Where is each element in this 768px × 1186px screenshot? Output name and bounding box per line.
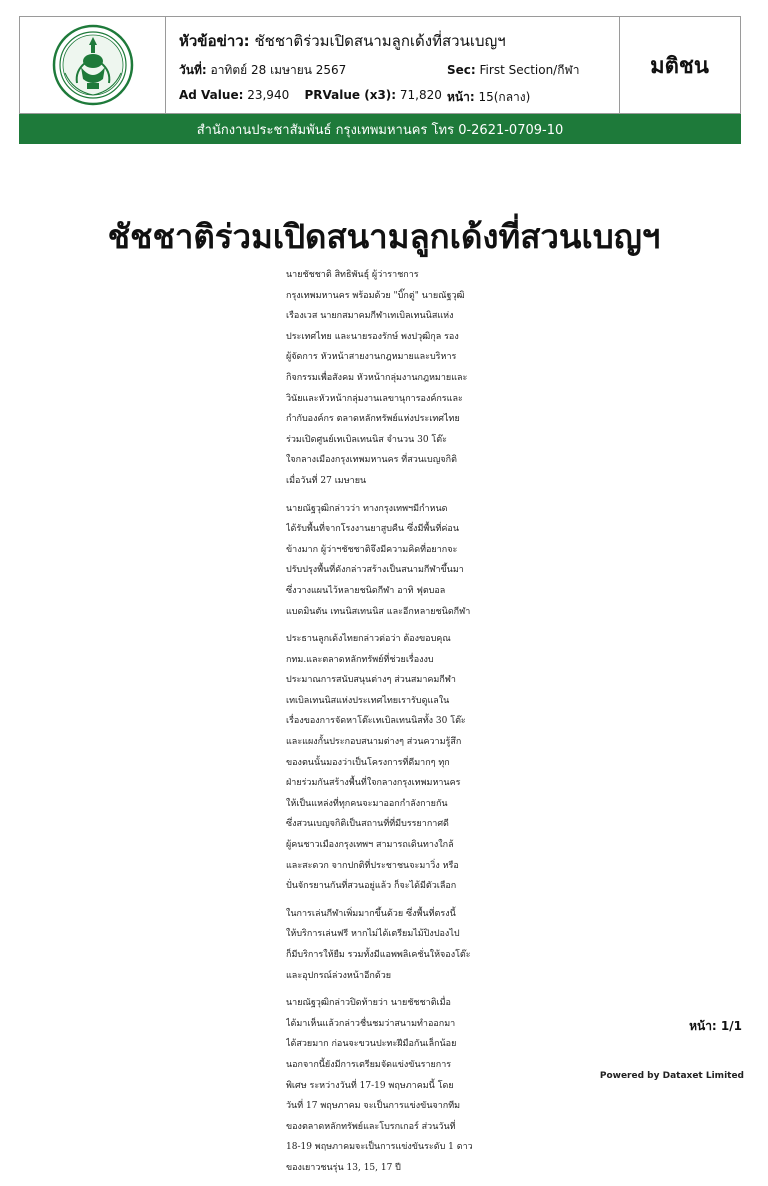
article-line: ปรับปรุงพื้นที่ดังกล่าวสร้างเป็นสนามกีฬาขึ้นมา xyxy=(286,565,464,576)
article-line: ใจกลางเมืองกรุงเทพมหานคร ที่สวนเบญจกิติ xyxy=(286,455,457,466)
powered-by: Powered by Dataxet Limited xyxy=(599,1071,744,1081)
ad-value: 23,940 xyxy=(247,88,290,102)
article-line: กิจกรรมเพื่อสังคม หัวหน้ากลุ่มงานกฎหมายและ xyxy=(286,372,468,383)
subject-text: ชัชชาติร่วมเปิดสนามลูกเด้งที่สวนเบญฯ xyxy=(254,32,506,50)
article-line: กทม.และตลาดหลักทรัพย์ที่ช่วยเรื่องงบ xyxy=(286,654,434,665)
bangkok-city-seal-icon xyxy=(51,23,135,107)
pr-office-banner xyxy=(19,114,741,144)
article-line: และแผงกั้นประกอบสนามต่างๆ ส่วนความรู้สึก xyxy=(286,737,462,748)
article-line: ผู้คนชาวเมืองกรุงเทพฯ สามารถเดินทางใกล้ xyxy=(286,840,454,851)
article-line: วันที่ 17 พฤษภาคม จะเป็นการแข่งขันจากทีม xyxy=(286,1101,461,1112)
date-label: วันที่: xyxy=(179,63,207,77)
article-line: ฝ่ายร่วมกันสร้างพื้นที่ใจกลางกรุงเทพมหานคร xyxy=(286,778,461,789)
publication-logo: มติชน xyxy=(650,53,709,79)
section-text: First Section/กีฬา xyxy=(479,63,580,77)
article-line: กรุงเทพมหานคร พร้อมด้วย "บิ๊กตู่" นายณัฐวุฒิ xyxy=(286,290,465,301)
page-field xyxy=(447,88,530,107)
article-line: ประมาณการสนับสนุนต่างๆ ส่วนสมาคมกีฬา xyxy=(286,675,456,686)
pr-value-label: PRValue (x3): xyxy=(304,88,397,102)
article-line: ร่วมเปิดศูนย์เทเบิลเทนนิส จำนวน 30 โต๊ะ xyxy=(286,434,447,445)
article-line: ซึ่งวางแผนไว้หลายชนิดกีฬา อาทิ ฟุตบอล xyxy=(286,585,446,596)
page-count: หน้า: 1/1 xyxy=(689,1019,742,1033)
article-line: พิเศษ ระหว่างวันที่ 17-19 พฤษภาคมนี้ โดย xyxy=(286,1080,454,1091)
article-line: ก็มีบริการให้ยืม รวมทั้งมีแอพพลิเคชั่นให้จองโต๊ะ xyxy=(286,950,471,960)
article-line: ประธานลูกเด้งไทยกล่าวต่อว่า ต้องขอบคุณ xyxy=(286,634,451,645)
banner-text: สำนักงานประชาสัมพันธ์ กรุงเทพมหานคร โทร 0-2621-0709-10 xyxy=(196,122,564,138)
article-line: เรืองเวส นายกสมาคมกีฬาเทเบิลเทนนิสแห่ง xyxy=(286,311,454,322)
article-line: ซึ่งสวนเบญจกิติเป็นสถานที่ที่มีบรรยากาศดี xyxy=(286,819,449,830)
article-line: ได้มาเห็นแล้วกล่าวชื่นชมว่าสนามทำออกมา xyxy=(286,1018,456,1029)
article-line: ประเทศไทย และนายรองรักษ์ พงปวุฒิกุล รอง xyxy=(286,331,459,342)
clipping-header xyxy=(19,16,741,114)
section-label: Sec: xyxy=(447,63,476,77)
article-line: ของตนนั้นมองว่าเป็นโครงการที่ดีมากๆ ทุก xyxy=(286,757,450,768)
article-line: นายชัชชาติ สิทธิพันธุ์ ผู้ว่าราชการ xyxy=(286,270,419,280)
value-row xyxy=(179,88,619,102)
article-line: ได้สวยมาก ก่อนจะขวนปะทะฝีมือกันเล็กน้อย xyxy=(286,1039,457,1050)
article-line: กำกับองค์กร ตลาดหลักทรัพย์แห่งประเทศไทย xyxy=(286,414,460,425)
article-paragraph xyxy=(286,499,484,623)
article-line: ให้บริการเล่นฟรี หากไม่ได้เตรียมไม้ปิงปองไป xyxy=(286,929,460,940)
page-label: หน้า: xyxy=(447,90,475,104)
article-line: 18-19 พฤษภาคมจะเป็นการแข่งขันระดับ 1 ดาว xyxy=(286,1142,473,1153)
article-paragraph xyxy=(286,629,484,897)
article-line: เรื่องของการจัดหาโต๊ะเทเบิลเทนนิสทั้ง 30 โต๊ะ xyxy=(286,716,466,727)
article-line: นายณัฐวุฒิกล่าวปิดท้ายว่า นายชัชชาติเมื่อ xyxy=(286,998,451,1009)
clipping-info xyxy=(165,17,620,113)
article-paragraph xyxy=(286,265,484,492)
article-line: ได้รับพื้นที่จากโรงงานยาสูบคืน ซึ่งมีพื้นที่ค่อน xyxy=(286,524,459,535)
article-line: ในการเล่นกีฬาเพิ่มมากขึ้นด้วย ซึ่งพื้นที่ตรงนี้ xyxy=(286,908,456,919)
article-line: ผู้จัดการ หัวหน้าสายงานกฎหมายและบริหาร xyxy=(286,352,457,363)
article-line: ปั่นจักรยานกันที่สวนอยู่แล้ว ก็จะได้มีตัวเลือก xyxy=(286,881,457,892)
article-line: ข้างมาก ผู้ว่าฯชัชชาติจึงมีความคิดที่อยากจะ xyxy=(286,544,458,555)
logo-cell xyxy=(20,17,166,113)
article-line: ให้เป็นแหล่งที่ทุกคนจะมาออกกำลังกายกัน xyxy=(286,798,448,809)
date-row xyxy=(179,61,619,80)
article-line: นายณัฐวุฒิกล่าวว่า ทางกรุงเทพฯมีกำหนด xyxy=(286,503,448,514)
section-field xyxy=(447,61,579,80)
article-line: และสะดวก จากปกติที่ประชาชนจะมาวิ่ง หรือ xyxy=(286,860,459,871)
article-line: นอกจากนี้ยังมีการเตรียมจัดแข่งขันรายการ xyxy=(286,1059,452,1070)
article-line: ของเยาวชนรุ่น 13, 15, 17 ปี xyxy=(286,1162,401,1173)
publication-cell xyxy=(619,17,740,113)
ad-value-label: Ad Value: xyxy=(179,88,244,102)
article-line: และอุปกรณ์ล่วงหน้าอีกด้วย xyxy=(286,970,392,981)
subject-row xyxy=(179,29,506,53)
article-paragraph xyxy=(286,993,484,1178)
page-text: 15(กลาง) xyxy=(478,90,531,104)
article-line: เทเบิลเทนนิสแห่งประเทศไทยเรารับดูแลใน xyxy=(286,695,450,706)
article-line: แบดมินตัน เทนนิสเทนนิส และอีกหลายชนิดกีฬา xyxy=(286,606,471,617)
pr-value: 71,820 xyxy=(399,88,442,102)
article-line: วินัยและหัวหน้ากลุ่มงานเลขานุการองค์กรและ xyxy=(286,393,463,404)
article-paragraph xyxy=(286,904,484,986)
date-text: อาทิตย์ 28 เมษายน 2567 xyxy=(210,63,347,77)
subject-label: หัวข้อข่าว: xyxy=(179,32,250,50)
article-line: ของตลาดหลักทรัพย์และโบรกเกอร์ ส่วนวันที่ xyxy=(286,1121,456,1132)
article-headline: ชัชชาติร่วมเปิดสนามลูกเด้งที่สวนเบญฯ xyxy=(107,217,661,256)
article-body xyxy=(286,265,484,1186)
article-line: เมื่อวันที่ 27 เมษายน xyxy=(286,475,367,486)
